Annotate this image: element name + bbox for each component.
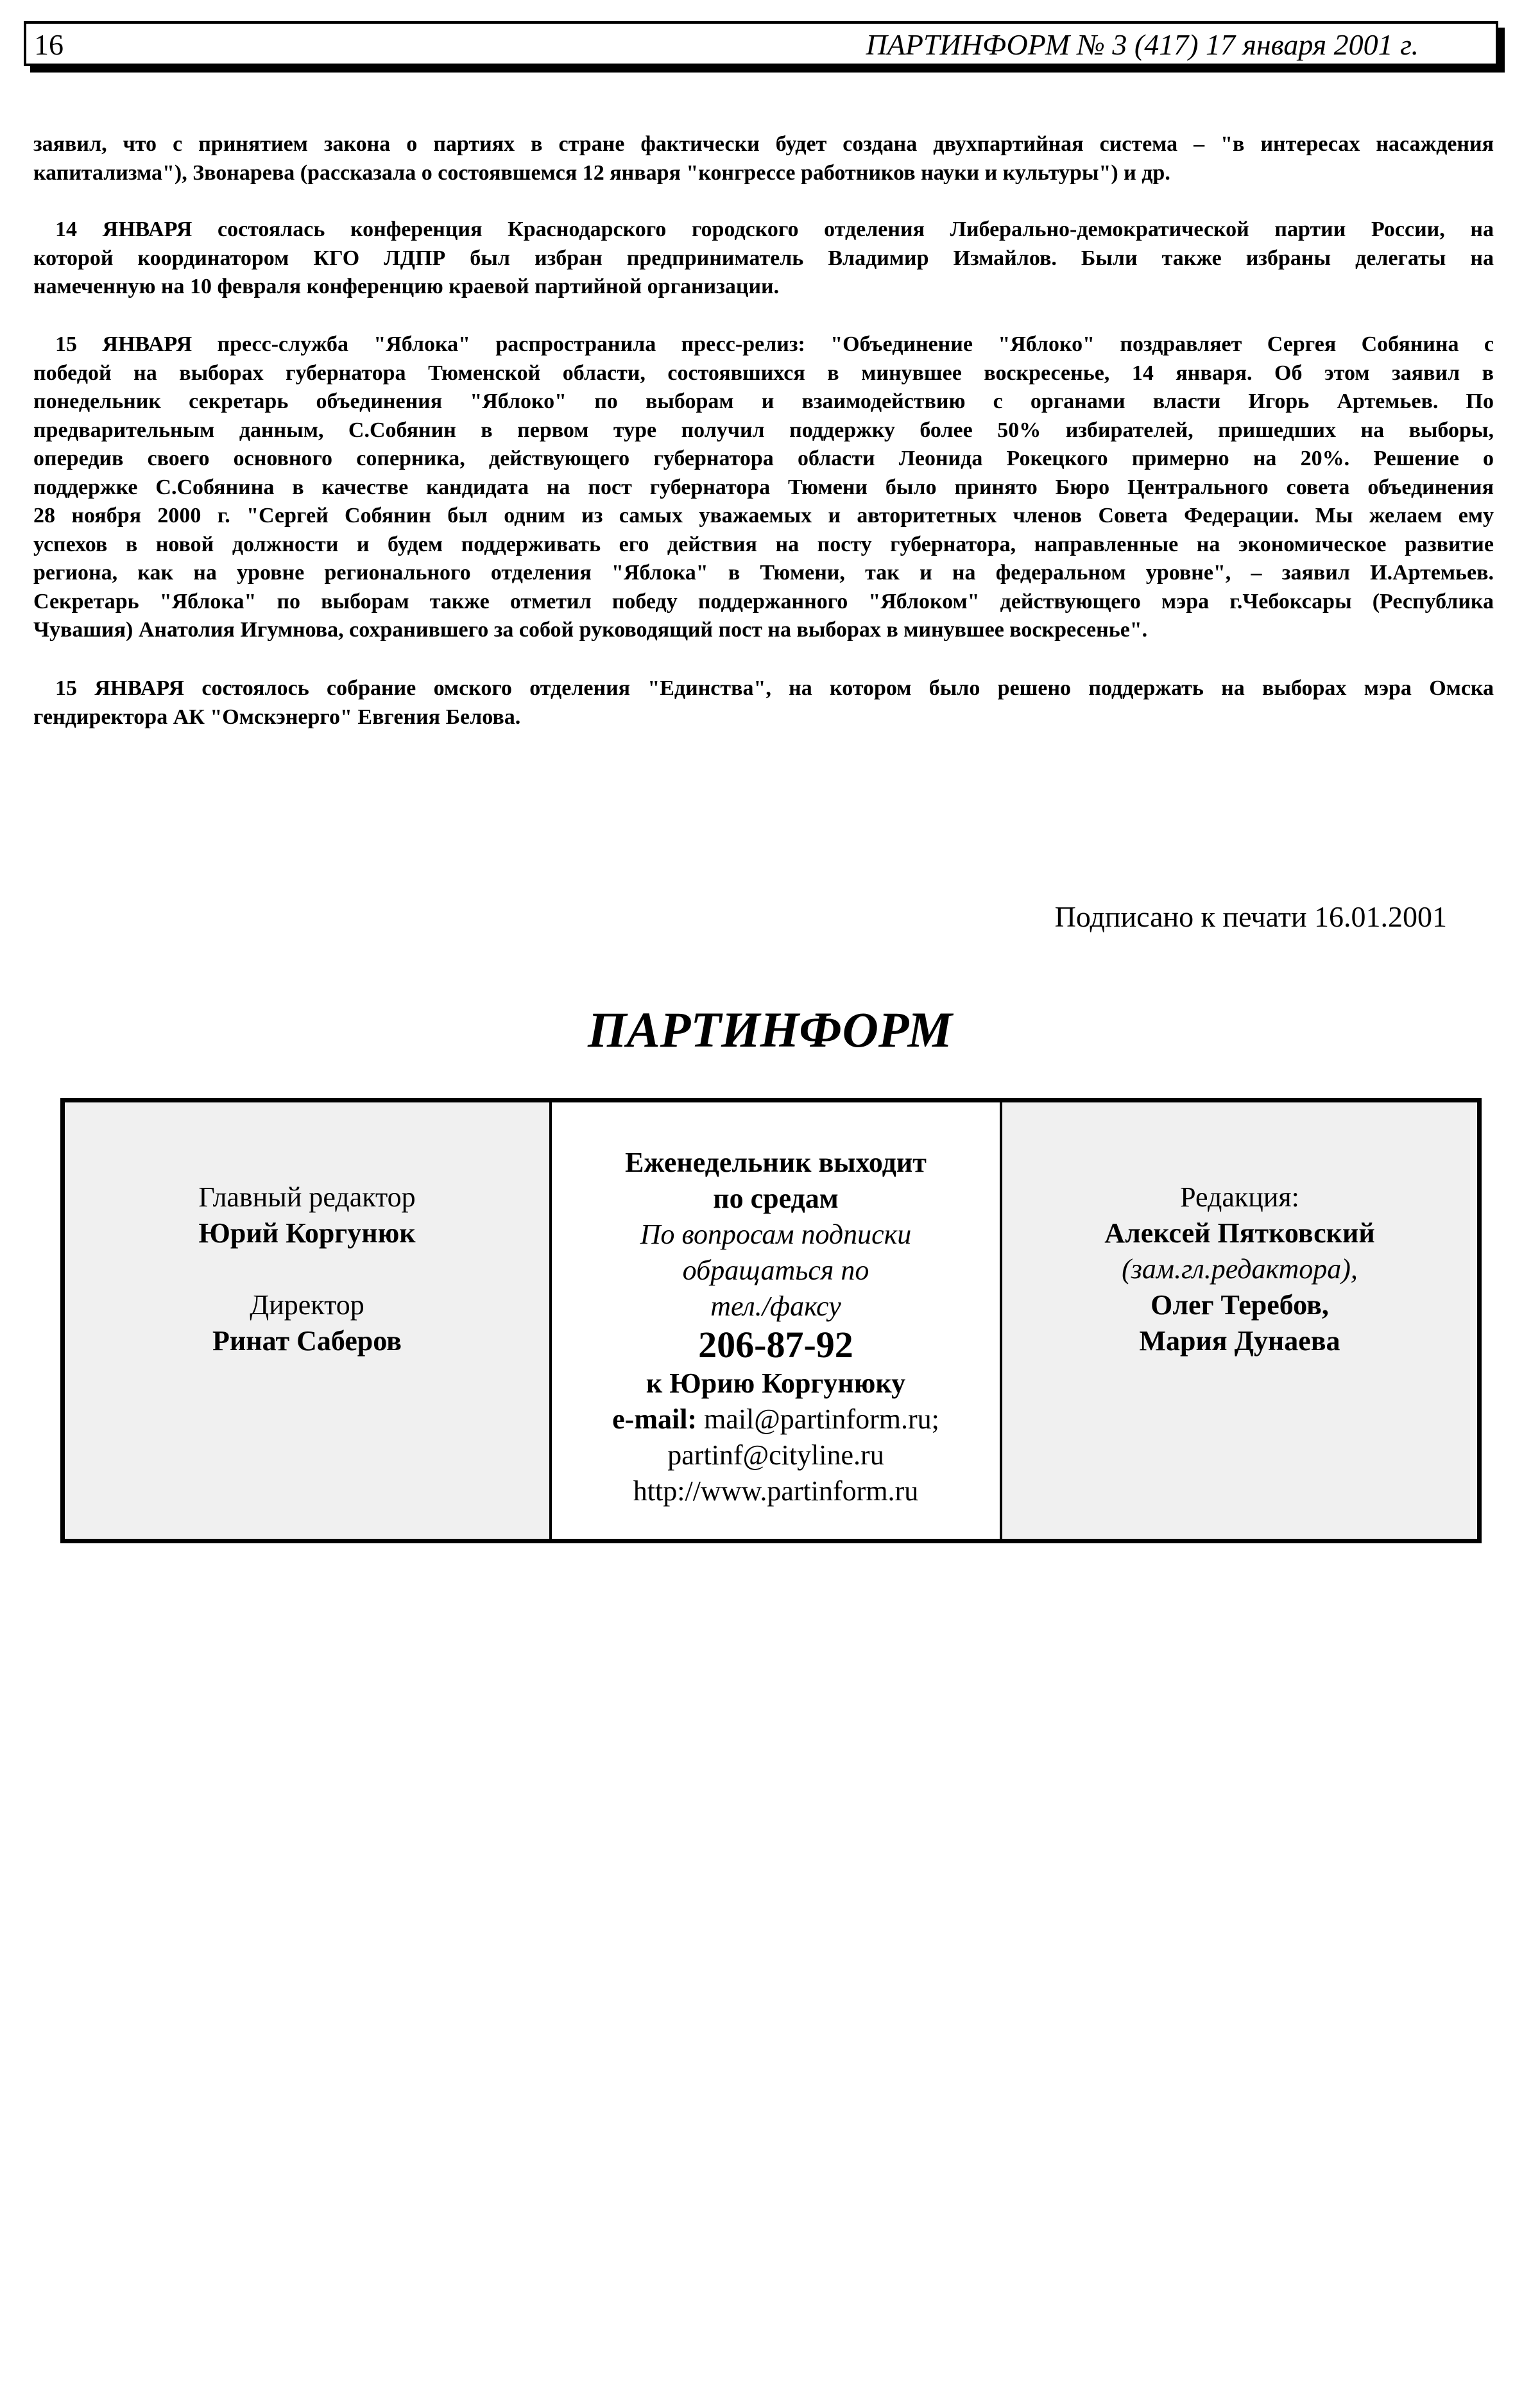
subscription-line-1: По вопросам подписки (640, 1219, 912, 1250)
text-line: намеченную на 10 февраля конференцию краевой партийной организации. (33, 275, 780, 298)
text-line: Секретарь "Яблока" по выборам также отметил победу поддержанного "Яблоком" действующего мэра г.Чебоксары (Республика (33, 589, 1494, 613)
text-line: 28 ноября 2000 г. "Сергей Собянин был одним из самых уважаемых и авторитетных членов Совета Федерации. Мы желаем ему (33, 504, 1494, 527)
issue-title: ПАРТИНФОРМ № 3 (417) 17 января 2001 г. (866, 28, 1419, 61)
page-header (24, 21, 1498, 66)
masthead-title: ПАРТИНФОРМ (588, 1002, 952, 1058)
text-line: гендиректора АК "Омскэнерго" Евгения Белова. (33, 705, 521, 729)
editor-label: Главный редактор (198, 1181, 416, 1213)
text-line: понедельник секретарь объединения "Яблоко" по выборам и взаимодействию с органами власти Игорь Артемьев. По (33, 390, 1494, 413)
paragraph-4 (33, 674, 1494, 732)
text-line: победой на выборах губернатора Тюменской области, состоявшихся в минувшее воскресенье, 14 января. Об этом заявил в (33, 361, 1494, 385)
phone-number: 206-87-92 (698, 1324, 853, 1366)
director-label: Директор (250, 1289, 364, 1321)
staff-name-2: Олег Теребов, (1151, 1289, 1329, 1321)
paragraph-1 (33, 130, 1494, 187)
staff-label: Редакция: (1180, 1181, 1299, 1213)
staff-name-1: Алексей Пятковский (1104, 1217, 1375, 1249)
imprint-table (60, 1098, 1482, 1543)
text-line: 15 ЯНВАРЯ состоялось собрание омского отделения "Единства", на котором было решено поддержать на выборах мэра Омска (55, 676, 1494, 700)
imprint-staff-cell (1002, 1102, 1477, 1539)
editor-name: Юрий Коргунюк (198, 1217, 416, 1249)
contact-person: к Юрию Коргунюку (646, 1367, 906, 1399)
email-link-1[interactable]: mail@partinform.ru; (697, 1403, 939, 1435)
signed-to-print: Подписано к печати 16.01.2001 (1054, 900, 1447, 933)
text-line: предварительным данным, С.Собянин в первом туре получил поддержку более 50% избирателей, пришедших на выборы, (33, 418, 1494, 442)
weekly-line-1: Еженедельник выходит (625, 1147, 927, 1178)
director-name: Ринат Саберов (212, 1325, 402, 1357)
text-line: поддержке С.Собянина в качестве кандидата на пост губернатора Тюмени было принято Бюро Центрального совета объединения (33, 475, 1494, 499)
text-line: Чувашия) Анатолия Игумнова, сохранившего за собой руководящий пост на выборах в минувшее воскресенье". (33, 618, 1148, 642)
website-link[interactable]: http://www.partinform.ru (633, 1475, 919, 1507)
paragraph-2 (33, 216, 1494, 302)
email-link-2[interactable]: partinf@cityline.ru (667, 1439, 884, 1471)
text-line: заявил, что с принятием закона о партиях в стране фактически будет создана двухпартийная система – "в интересах насаждения (33, 132, 1494, 156)
text-line: региона, как на уровне регионального отделения "Яблока" в Тюмени, так и на федеральном уровне", – заявил И.Артемьев. (33, 561, 1494, 585)
subscription-line-2: обращаться по (682, 1255, 869, 1286)
staff-name-3: Мария Дунаева (1139, 1325, 1340, 1357)
text-line: 14 ЯНВАРЯ состоялась конференция Краснодарского городского отделения Либерально-демократической партии России, на (55, 218, 1494, 241)
text-line: опередив своего основного соперника, действующего губернатора области Леонида Рокецкого примерно на 20%. Решение о (33, 447, 1494, 470)
imprint-editors-cell (65, 1102, 552, 1539)
imprint-contacts-cell (552, 1102, 1002, 1539)
email-line (552, 1401, 1000, 1437)
email-label: e-mail: (612, 1403, 697, 1435)
text-line: 15 ЯНВАРЯ пресс-служба "Яблока" распространила пресс-релиз: "Объединение "Яблоко" поздравляет Сергея Собянина с (55, 332, 1494, 356)
weekly-line-2: по средам (713, 1183, 839, 1214)
page-number: 16 (34, 28, 64, 61)
text-line: успехов в новой должности и будем поддерживать его действия на посту губернатора, направленные на экономическое развитие (33, 532, 1494, 556)
subscription-line-3: тел./факсу (710, 1290, 841, 1322)
staff-role-1: (зам.гл.редактора), (1122, 1253, 1358, 1285)
paragraph-3 (33, 330, 1494, 645)
text-line: капитализма"), Звонарева (рассказала о состоявшемся 12 января "конгрессе работников науки и культуры") и др. (33, 160, 1170, 185)
text-line: которой координатором КГО ЛДПР был избран предприниматель Владимир Измайлов. Были также избраны делегаты на (33, 246, 1494, 270)
